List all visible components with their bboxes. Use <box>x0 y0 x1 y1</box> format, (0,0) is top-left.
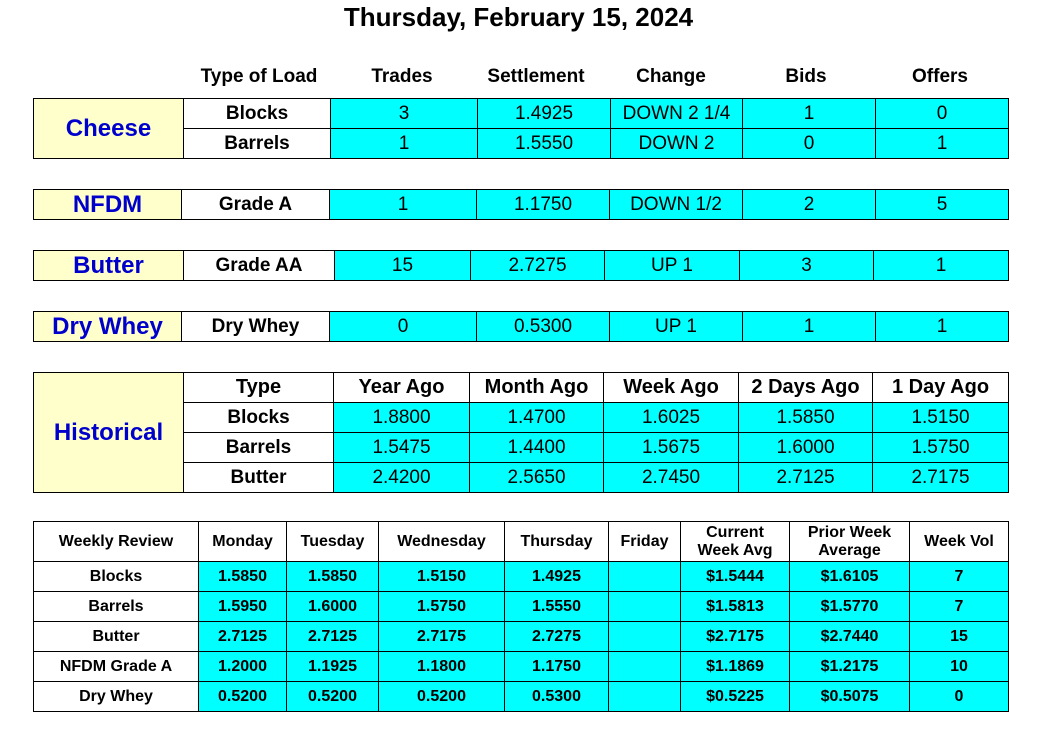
bids-value: 2 <box>743 190 876 220</box>
table-cell: 1.5550 <box>505 592 609 622</box>
table-cell: 2.7125 <box>199 622 287 652</box>
header-change: Change <box>636 66 706 87</box>
trades-value: 15 <box>335 251 471 281</box>
table-cell: $2.7175 <box>681 622 790 652</box>
table-cell: 1.5150 <box>379 562 505 592</box>
row-label: Barrels <box>34 592 199 622</box>
table-cell: 0.5200 <box>199 682 287 712</box>
product-label: Dry Whey <box>34 312 182 342</box>
table-header-row <box>34 522 1009 562</box>
bids-value: 0 <box>743 129 876 159</box>
table-cell: $1.6105 <box>790 562 910 592</box>
cheese-table <box>33 98 1009 159</box>
column-header: Weekly Review <box>34 522 199 562</box>
table-cell: 1.1925 <box>287 652 379 682</box>
settlement-value: 2.7275 <box>471 251 605 281</box>
table-row <box>34 652 1009 682</box>
column-header: Friday <box>609 522 681 562</box>
table-cell <box>609 562 681 592</box>
dry-whey-table <box>33 311 1009 342</box>
table-cell: 1.8800 <box>334 403 470 433</box>
bids-value: 1 <box>743 99 876 129</box>
column-header: Current Week Avg <box>681 522 790 562</box>
table-row <box>34 312 1009 342</box>
change-value: DOWN 2 <box>611 129 743 159</box>
table-row <box>34 373 1009 403</box>
table-cell: 1.6025 <box>604 403 739 433</box>
settlement-value: 1.4925 <box>478 99 611 129</box>
row-label: Butter <box>184 463 334 493</box>
table-cell: 1.5475 <box>334 433 470 463</box>
table-row <box>34 251 1009 281</box>
trades-value: 1 <box>330 190 477 220</box>
table-cell: 1.5750 <box>873 433 1009 463</box>
table-cell: 0 <box>910 682 1009 712</box>
table-cell <box>609 652 681 682</box>
table-cell: $1.1869 <box>681 652 790 682</box>
historical-table <box>33 372 1009 493</box>
table-cell: 2.7125 <box>739 463 873 493</box>
table-cell: 1.5675 <box>604 433 739 463</box>
header-settlement: Settlement <box>487 66 585 87</box>
table-cell: $2.7440 <box>790 622 910 652</box>
product-label: NFDM <box>34 190 182 220</box>
change-value: UP 1 <box>605 251 740 281</box>
column-header: Week Vol <box>910 522 1009 562</box>
table-cell: 1.4700 <box>470 403 604 433</box>
table-cell: $1.2175 <box>790 652 910 682</box>
table-cell: 1.1800 <box>379 652 505 682</box>
settlement-value: 0.5300 <box>477 312 610 342</box>
table-cell: 1.6000 <box>287 592 379 622</box>
settlement-value: 1.5550 <box>478 129 611 159</box>
header-trades: Trades <box>371 66 433 87</box>
table-cell: 1.4925 <box>505 562 609 592</box>
column-header: Tuesday <box>287 522 379 562</box>
offers-value: 5 <box>876 190 1009 220</box>
settlement-value: 1.1750 <box>477 190 610 220</box>
table-cell: 2.7175 <box>379 622 505 652</box>
bids-value: 3 <box>740 251 874 281</box>
table-cell: $1.5813 <box>681 592 790 622</box>
weekly-review-table <box>33 521 1009 712</box>
column-header: Week Ago <box>604 373 739 403</box>
table-cell: $1.5444 <box>681 562 790 592</box>
butter-table <box>33 250 1009 281</box>
table-cell: 7 <box>910 592 1009 622</box>
product-label: Butter <box>34 251 184 281</box>
row-label: NFDM Grade A <box>34 652 199 682</box>
table-cell: 1.5850 <box>739 403 873 433</box>
trades-value: 3 <box>331 99 478 129</box>
change-value: DOWN 1/2 <box>610 190 743 220</box>
load-type: Dry Whey <box>182 312 330 342</box>
page-title: Thursday, February 15, 2024 <box>343 2 694 32</box>
row-label: Blocks <box>184 403 334 433</box>
column-header: Month Ago <box>470 373 604 403</box>
table-cell: 2.4200 <box>334 463 470 493</box>
table-cell: 2.7125 <box>287 622 379 652</box>
column-header: Thursday <box>505 522 609 562</box>
table-cell: 15 <box>910 622 1009 652</box>
load-type: Blocks <box>184 99 331 129</box>
column-header: Year Ago <box>334 373 470 403</box>
change-value: UP 1 <box>610 312 743 342</box>
table-cell: 1.2000 <box>199 652 287 682</box>
trades-value: 0 <box>330 312 477 342</box>
load-type: Barrels <box>184 129 331 159</box>
bids-value: 1 <box>743 312 876 342</box>
row-label: Dry Whey <box>34 682 199 712</box>
table-cell <box>609 622 681 652</box>
load-type: Grade AA <box>184 251 335 281</box>
table-cell: 2.7275 <box>505 622 609 652</box>
offers-value: 0 <box>876 99 1009 129</box>
table-cell: 0.5200 <box>379 682 505 712</box>
column-header: 2 Days Ago <box>739 373 873 403</box>
offers-value: 1 <box>874 251 1009 281</box>
offers-value: 1 <box>876 312 1009 342</box>
row-label: Barrels <box>184 433 334 463</box>
table-cell: $0.5225 <box>681 682 790 712</box>
table-cell: 1.5750 <box>379 592 505 622</box>
column-header: 1 Day Ago <box>873 373 1009 403</box>
header-bids: Bids <box>785 66 827 87</box>
table-cell: 1.5950 <box>199 592 287 622</box>
table-cell: 2.7175 <box>873 463 1009 493</box>
column-header: Type <box>184 373 334 403</box>
column-header: Prior Week Average <box>790 522 910 562</box>
change-value: DOWN 2 1/4 <box>611 99 743 129</box>
table-cell: 0.5200 <box>287 682 379 712</box>
table-cell: 1.5150 <box>873 403 1009 433</box>
table-row <box>34 622 1009 652</box>
table-cell: 0.5300 <box>505 682 609 712</box>
table-cell: $1.5770 <box>790 592 910 622</box>
header-type-of-load: Type of Load <box>200 66 318 87</box>
table-row <box>34 682 1009 712</box>
table-row <box>34 592 1009 622</box>
product-label: Historical <box>34 373 184 493</box>
table-cell: 1.4400 <box>470 433 604 463</box>
column-header: Wednesday <box>379 522 505 562</box>
table-row <box>34 562 1009 592</box>
nfdm-table <box>33 189 1009 220</box>
table-cell: 1.5850 <box>199 562 287 592</box>
table-row <box>34 99 1009 129</box>
row-label: Blocks <box>34 562 199 592</box>
row-label: Butter <box>34 622 199 652</box>
table-cell: 1.5850 <box>287 562 379 592</box>
load-type: Grade A <box>182 190 330 220</box>
table-cell <box>609 592 681 622</box>
table-cell: 2.7450 <box>604 463 739 493</box>
product-label: Cheese <box>34 99 184 159</box>
offers-value: 1 <box>876 129 1009 159</box>
table-cell <box>609 682 681 712</box>
table-cell: $0.5075 <box>790 682 910 712</box>
table-cell: 1.1750 <box>505 652 609 682</box>
table-row <box>34 190 1009 220</box>
header-offers: Offers <box>912 66 968 87</box>
column-header: Monday <box>199 522 287 562</box>
table-cell: 2.5650 <box>470 463 604 493</box>
trades-value: 1 <box>331 129 478 159</box>
table-cell: 1.6000 <box>739 433 873 463</box>
table-cell: 10 <box>910 652 1009 682</box>
table-cell: 7 <box>910 562 1009 592</box>
